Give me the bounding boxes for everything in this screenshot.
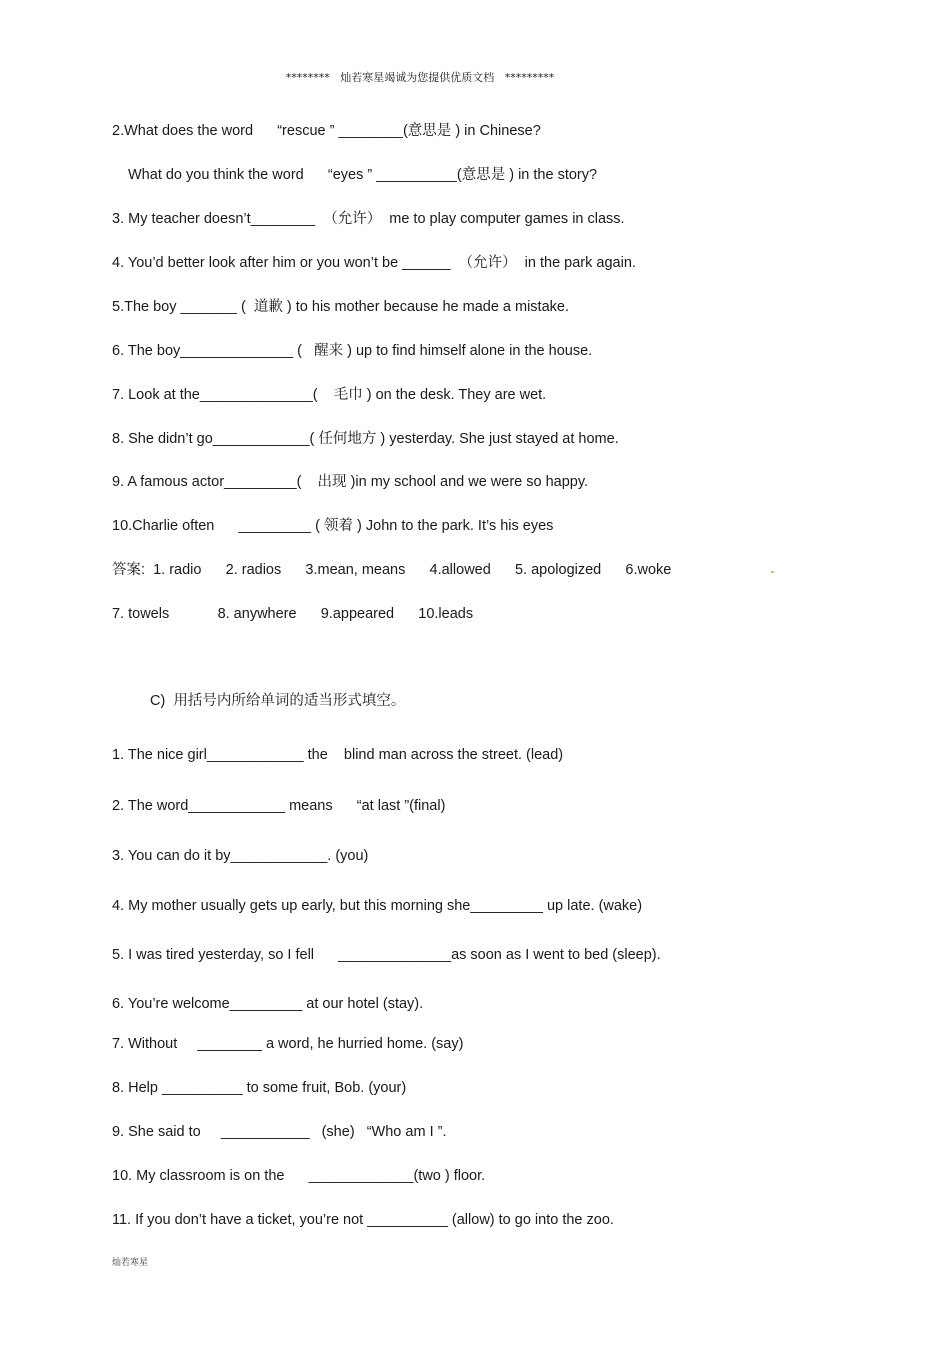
answer-label: 答案: xyxy=(112,562,146,578)
exercise-line: 5.The boy _______ ( 道歉 ) to his mother because he made a mistake. xyxy=(112,299,569,315)
exercise-line: 8. She didn’t go____________( 任何地方 ) yesterday. She just stayed at home. xyxy=(112,431,619,447)
exercise-line: 1. The nice girl____________ the blind man across the street. (lead) xyxy=(112,747,564,763)
exercise-line: 3. My teacher doesn’t________ （允许） me to play computer games in class. xyxy=(112,211,625,227)
exercise-line: 6. You’re welcome_________ at our hotel (stay). xyxy=(112,996,424,1012)
exercise-line: 4. My mother usually gets up early, but this morning she_________ up late. (wake) xyxy=(112,898,643,914)
exercise-line: 4. You’d better look after him or you won’t be ______ （允许） in the park again. xyxy=(112,255,636,271)
speck-mark xyxy=(771,571,774,573)
exercise-line: 8. Help __________ to some fruit, Bob. (your) xyxy=(112,1080,407,1096)
exercise-line: 2. The word____________ means “at last ”(final) xyxy=(112,798,446,814)
section-heading: C) 用括号内所给单词的适当形式填空。 xyxy=(150,693,406,709)
exercise-line: 3. You can do it by____________. (you) xyxy=(112,848,369,864)
exercise-line: What do you think the word “eyes ” __________(意思是 ) in the story? xyxy=(128,167,598,183)
exercise-line: 10.Charlie often _________ ( 领着 ) John to the park. It’s his eyes xyxy=(112,518,554,534)
exercise-line: 10. My classroom is on the _____________(two ) floor. xyxy=(112,1168,486,1184)
exercise-line: 6. The boy______________ ( 醒来 ) up to find himself alone in the house. xyxy=(112,343,593,359)
answers-row: 7. towels 8. anywhere 9.appeared 10.leads xyxy=(112,606,474,622)
answers-text: 1. radio 2. radios 3.mean, means 4.allowed 5. apologized 6.woke xyxy=(153,562,672,578)
exercise-line: 9. A famous actor_________( 出现 )in my school and we were so happy. xyxy=(112,474,589,490)
page-header: ******** 灿若寒星竭诚为您提供优质文档 ********* xyxy=(285,71,555,84)
page-footer: 灿若寒星 xyxy=(112,1258,149,1268)
exercise-line: 2.What does the word “rescue ” ________(意思是 ) in Chinese? xyxy=(112,123,541,139)
exercise-line: 7. Without ________ a word, he hurried home. (say) xyxy=(112,1036,464,1052)
exercise-line: 11. If you don’t have a ticket, you’re not __________ (allow) to go into the zoo. xyxy=(112,1212,614,1228)
exercise-line: 7. Look at the______________( 毛巾 ) on the desk. They are wet. xyxy=(112,387,547,403)
exercise-line: 5. I was tired yesterday, so I fell ______________as soon as I went to bed (sleep). xyxy=(112,947,661,963)
answers-row xyxy=(112,561,671,579)
exercise-line: 9. She said to ___________ (she) “Who am I ”. xyxy=(112,1124,447,1140)
